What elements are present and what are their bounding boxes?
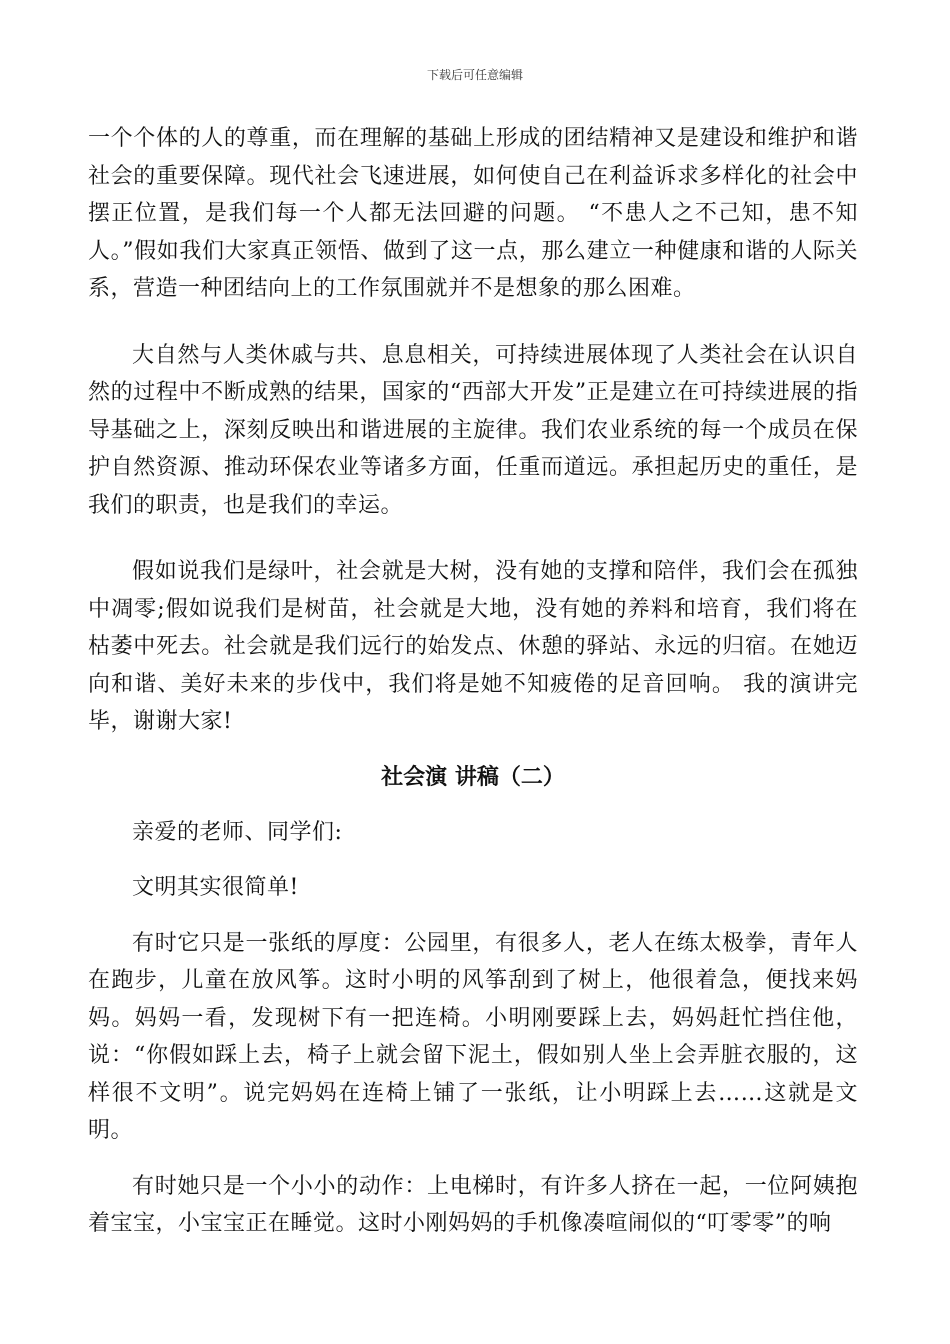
- document-body: [88, 120, 858, 1243]
- paragraph-6: 有时它只是一张纸的厚度：公园里，有很多人，老人在练太极拳，青年人在跑步，儿童在放风筝。这时小明的风筝刮到了树上，他很着急，便找来妈妈。妈妈一看，发现树下有一把连椅。小明刚要踩上去，妈妈赶忙挡住他，说：“你假如踩上去，椅子上就会留下泥土，假如别人坐上会弄脏衣服的，这样很不文明”。说完妈妈在连椅上铺了一张纸，让小明踩上去……这就是文明。: [88, 930, 858, 1143]
- paragraph-3: 假如说我们是绿叶，社会就是大树，没有她的支撑和陪伴，我们会在孤独中凋零;假如说我们是树苗，社会就是大地，没有她的养料和培育，我们将在枯萎中死去。社会就是我们远行的始发点、休憩的驿站、永远的归宿。在她迈向和谐、美好未来的步伐中，我们将是她不知疲倦的足音回响。 我的演讲完毕，谢谢大家!: [88, 559, 858, 734]
- page-header: 下载后可任意编辑: [426, 68, 523, 82]
- paragraph-1: 一个个体的人的尊重，而在理解的基础上形成的团结精神又是建设和维护和谐社会的重要保障。现代社会飞速进展，如何使自己在利益诉求多样化的社会中摆正位置，是我们每一个人都无法回避的问题。 “不患人之不己知，患不知人。”假如我们大家真正领悟、做到了这一点，那么建立一种健康和谐的人际关系，营造一种团结向上的工作氛围就并不是想象的那么困难。: [88, 126, 858, 301]
- greeting: 亲爱的老师、同学们:: [132, 819, 343, 845]
- paragraph-5: 文明其实很简单!: [132, 875, 299, 900]
- paragraph-7: 有时她只是一个小小的动作：上电梯时，有许多人挤在一起，一位阿姨抱着宝宝，小宝宝正在睡觉。这时小刚妈妈的手机像凑喧闹似的“叮零零”的响: [88, 1173, 858, 1236]
- section-title: 社会演 讲稿（二）: [381, 763, 565, 790]
- paragraph-2: 大自然与人类休戚与共、息息相关，可持续进展体现了人类社会在认识自然的过程中不断成熟的结果，国家的“西部大开发”正是建立在可持续进展的指导基础之上，深刻反映出和谐进展的主旋律。我们农业系统的每一个成员在保护自然资源、推动环保农业等诸多方面，任重而道远。承担起历史的重任，是我们的职责，也是我们的幸运。: [88, 342, 858, 518]
